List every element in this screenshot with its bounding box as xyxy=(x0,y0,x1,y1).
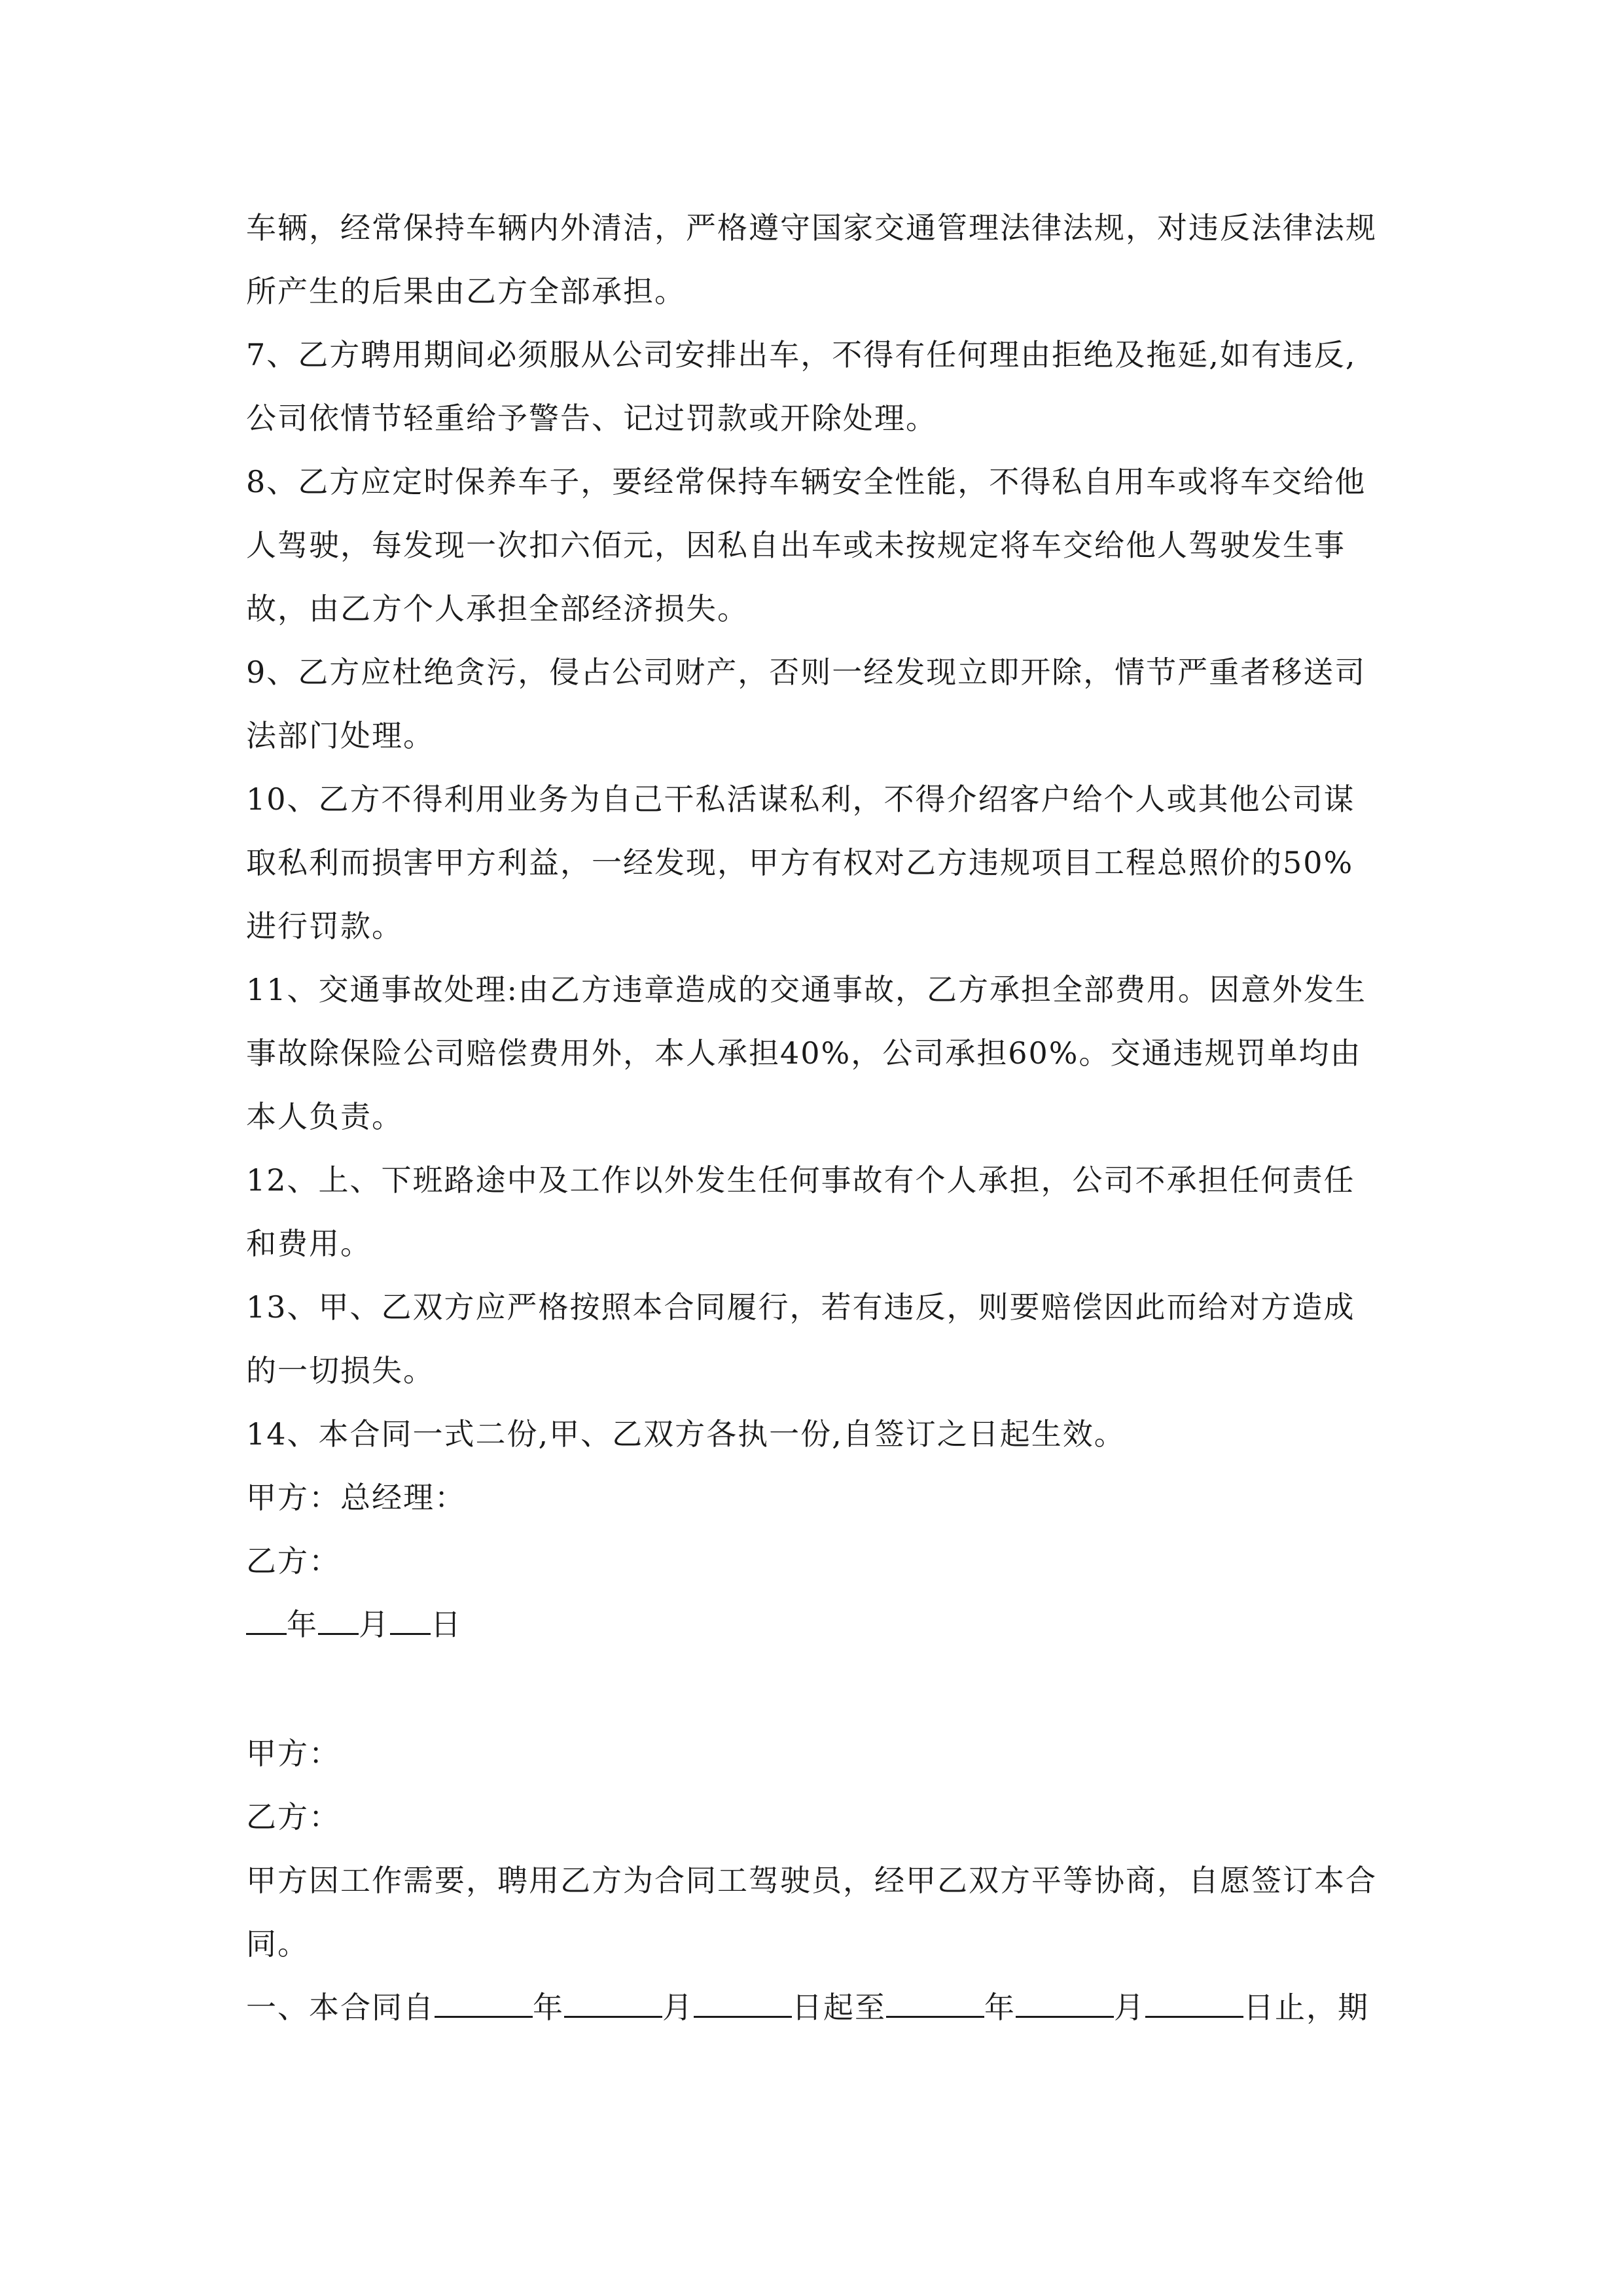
term-end-month-label: 月 xyxy=(1114,1990,1145,2025)
term-end-label: 日止，期 xyxy=(1243,1990,1369,2025)
date-day-label: 日 xyxy=(431,1607,462,1642)
section-spacer xyxy=(246,1657,1385,1722)
contract-intro: 甲方因工作需要，聘用乙方为合同工驾驶员，经甲乙双方平等协商，自愿签订本合同。 xyxy=(246,1863,1377,1962)
clause-12: 12、上、下班路途中及工作以外发生任何事故有个人承担，公司不承担任何责任和费用。 xyxy=(246,1162,1355,1261)
date-year-blank xyxy=(246,1607,287,1635)
clause-8: 8、乙方应定时保养车子，要经常保持车辆安全性能，不得私自用车或将车交给他人驾驶，每发现一次扣六佰元，因私自出车或未按规定将车交给他人驾驶发生事故，由乙方个人承担全部经济损失。 xyxy=(246,464,1366,626)
term-prefix: 一、本合同自 xyxy=(246,1990,435,2025)
signature-party-b: 乙方： xyxy=(246,1543,340,1579)
term-start-year-label: 年 xyxy=(533,1990,564,2025)
paragraph-vehicle-care: 车辆，经常保持车辆内外清洁，严格遵守国家交通管理法律法规，对违反法律法规所产生的后果由乙方全部承担。 xyxy=(246,210,1377,309)
term-from-label: 日起至 xyxy=(792,1990,886,2025)
term-start-year-blank xyxy=(435,1990,533,2018)
term-end-year-blank xyxy=(886,1990,984,2018)
term-end-year-label: 年 xyxy=(984,1990,1016,2025)
term-start-month-label: 月 xyxy=(662,1990,694,2025)
date-month-blank xyxy=(318,1607,359,1635)
date-month-label: 月 xyxy=(359,1607,390,1642)
clause-14: 14、本合同一式二份,甲、乙双方各执一份,自签订之日起生效。 xyxy=(246,1416,1126,1452)
date-year-label: 年 xyxy=(287,1607,318,1642)
date-day-blank xyxy=(390,1607,431,1635)
second-contract-party-a: 甲方： xyxy=(246,1736,340,1771)
term-end-month-blank xyxy=(1016,1990,1114,2018)
term-start-month-blank xyxy=(564,1990,662,2018)
signature-party-a: 甲方：总经理： xyxy=(246,1480,466,1515)
term-start-day-blank xyxy=(694,1990,792,2018)
second-contract-party-b: 乙方： xyxy=(246,1799,340,1835)
clause-11: 11、交通事故处理:由乙方违章造成的交通事故，乙方承担全部费用。因意外发生事故除保险公司赔偿费用外，本人承担40%，公司承担60%。交通违规罚单均由本人负责。 xyxy=(246,972,1367,1134)
clause-10: 10、乙方不得利用业务为自己干私活谋私利，不得介绍客户给个人或其他公司谋取私利而损害甲方利益，一经发现，甲方有权对乙方违规项目工程总照价的50%进行罚款。 xyxy=(246,781,1355,944)
term-end-day-blank xyxy=(1145,1990,1243,2018)
document-body xyxy=(246,196,1385,2039)
signature-date xyxy=(246,1593,1385,1657)
contract-term-line xyxy=(246,1976,1385,2039)
clause-7: 7、乙方聘用期间必须服从公司安排出车，不得有任何理由拒绝及拖延,如有违反,公司依情节轻重给予警告、记过罚款或开除处理。 xyxy=(246,337,1357,436)
clause-9: 9、乙方应杜绝贪污，侵占公司财产，否则一经发现立即开除，情节严重者移送司法部门处理。 xyxy=(246,655,1366,753)
clause-13: 13、甲、乙双方应严格按照本合同履行，若有违反，则要赔偿因此而给对方造成的一切损失。 xyxy=(246,1289,1355,1388)
